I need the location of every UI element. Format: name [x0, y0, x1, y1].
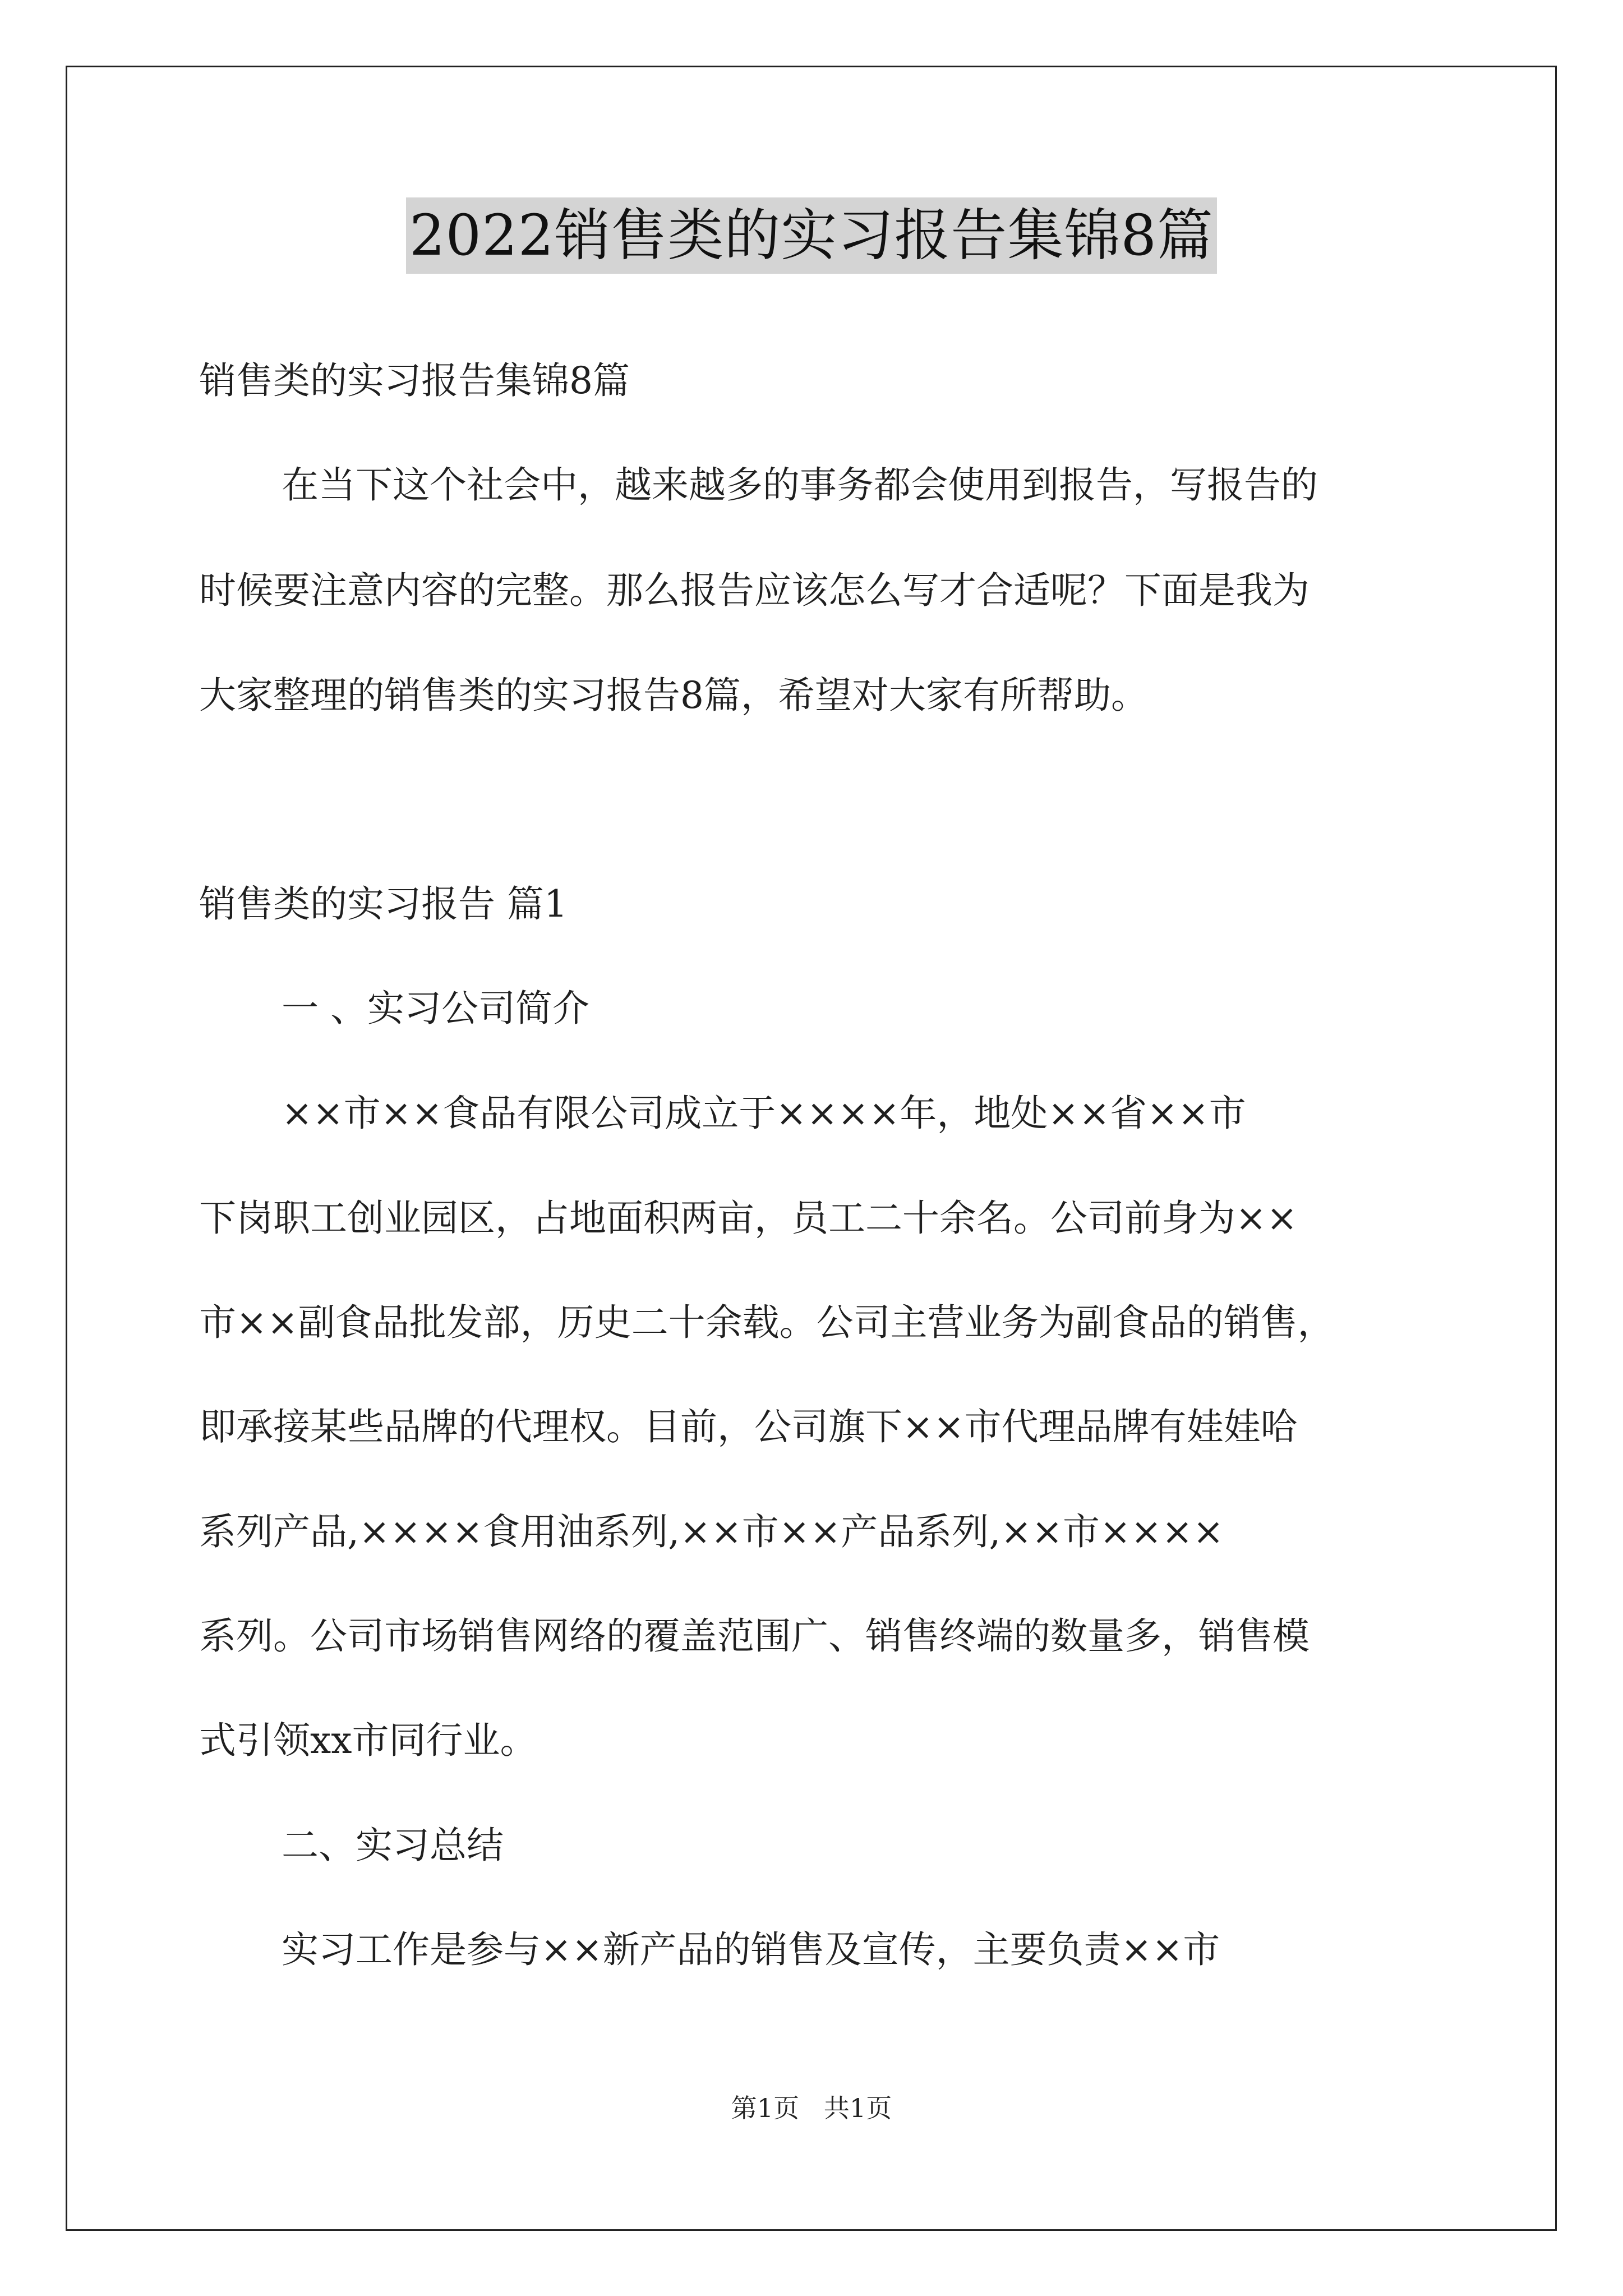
section-heading: 销售类的实习报告 篇1: [199, 882, 568, 926]
part1-line-6: 系列。公司市场销售网络的覆盖范围广、销售终端的数量多，销售模: [199, 1614, 1310, 1658]
part1-heading: 一 、实习公司简介: [282, 987, 589, 1030]
part1-line-4: 即承接某些品牌的代理权。目前，公司旗下××市代理品牌有娃娃哈: [199, 1405, 1298, 1448]
intro-line-2: 时候要注意内容的完整。那么报告应该怎么写才合适呢？下面是我为: [199, 569, 1310, 612]
page-footer: 第1页 共1页: [731, 2093, 892, 2123]
part1-line-3: 市××副食品批发部，历史二十余载。公司主营业务为副食品的销售，: [199, 1301, 1335, 1344]
part1-line-2: 下岗职工创业园区，占地面积两亩，员工二十余名。公司前身为××: [199, 1197, 1298, 1240]
intro-line-3: 大家整理的销售类的实习报告8篇，希望对大家有所帮助。: [199, 674, 1148, 717]
part2-line-1: 实习工作是参与××新产品的销售及宣传，主要负责××市: [282, 1928, 1220, 1971]
intro-line-1: 在当下这个社会中，越来越多的事务都会使用到报告，写报告的: [282, 463, 1318, 507]
title-container: [0, 197, 1623, 274]
part2-heading: 二、实习总结: [282, 1824, 504, 1867]
part1-line-7: 式引领xx市同行业。: [199, 1719, 537, 1762]
document-title: 2022销售类的实习报告集锦8篇: [406, 197, 1217, 274]
part1-line-5: 系列产品,××××食用油系列,××市××产品系列,××市××××: [199, 1510, 1224, 1553]
document-subtitle: 销售类的实习报告集锦8篇: [199, 359, 630, 402]
part1-line-1: ××市××食品有限公司成立于××××年，地处××省××市: [282, 1092, 1246, 1135]
